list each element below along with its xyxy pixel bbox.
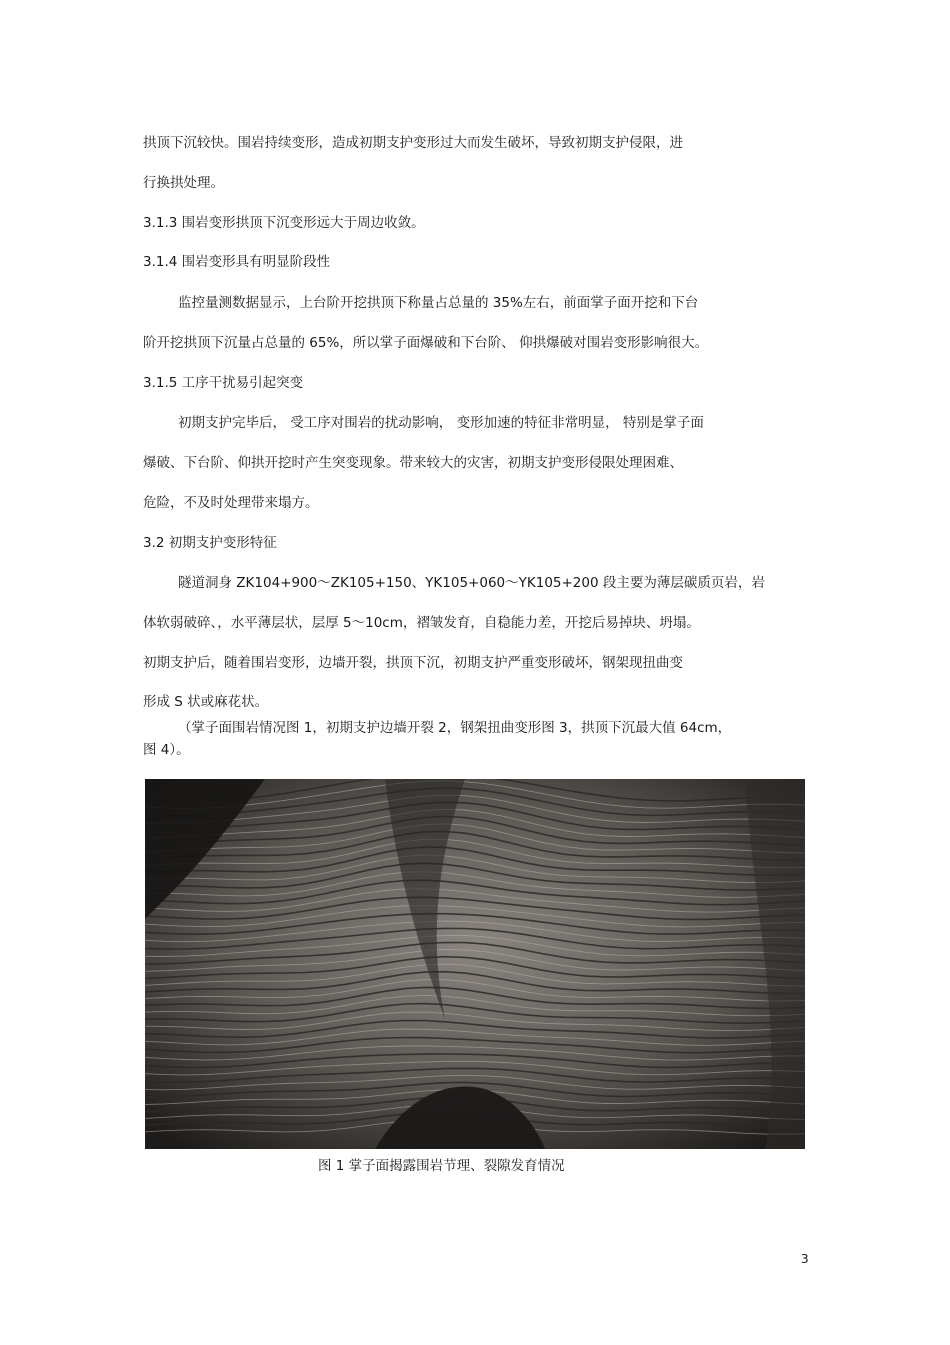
paragraph-line: （掌子面围岩情况图 1，初期支护边墙开裂 2，钢架扭曲变形图 3，拱顶下沉最大值 64cm， — [178, 720, 732, 736]
section-heading-3-1-5: 3.1.5 工序干扰易引起突变 — [143, 375, 304, 391]
paragraph-line: 行换拱处理。 — [143, 175, 224, 191]
section-heading-3-2: 3.2 初期支护变形特征 — [143, 535, 277, 551]
paragraph-line: 监控量测数据显示，上台阶开挖拱顶下称量占总量的 35%左右，前面掌子面开挖和下台 — [178, 295, 699, 311]
paragraph-line: 图 4）。 — [143, 742, 190, 758]
paragraph-line: 体软弱破碎、，水平薄层状，层厚 5～10cm，褶皱发育，自稳能力差，开挖后易掉块、坍塌。 — [143, 615, 700, 631]
figure-caption: 图 1 掌子面揭露围岩节理、裂隙发育情况 — [318, 1158, 565, 1174]
page-number: 3 — [801, 1252, 809, 1266]
tunnel-face-rock-photo — [145, 779, 805, 1149]
paragraph-line: 初期支护完毕后， 受工序对围岩的扰动影响， 变形加速的特征非常明显， 特别是掌子面 — [178, 415, 704, 431]
paragraph-line: 初期支护后，随着围岩变形，边墙开裂，拱顶下沉，初期支护严重变形破坏，钢架现扭曲变 — [143, 655, 683, 671]
paragraph-line: 拱顶下沉较快。围岩持续变形，造成初期支护变形过大而发生破坏，导致初期支护侵限，进 — [143, 135, 683, 151]
rock-strata-illustration — [145, 779, 805, 1149]
paragraph-line: 危险，不及时处理带来塌方。 — [143, 495, 319, 511]
paragraph-line: 隧道洞身 ZK104+900～ZK105+150、YK105+060～YK105+200 段主要为薄层碳质页岩，岩 — [178, 575, 765, 591]
section-heading-3-1-3: 3.1.3 围岩变形拱顶下沉变形远大于周边收敛。 — [143, 215, 425, 231]
paragraph-line: 形成 S 状或麻花状。 — [143, 694, 269, 710]
paragraph-line: 爆破、下台阶、仰拱开挖时产生突变现象。带来较大的灾害，初期支护变形侵限处理困难、 — [143, 455, 683, 471]
paragraph-line: 阶开挖拱顶下沉量占总量的 65%，所以掌子面爆破和下台阶、 仰拱爆破对围岩变形影响很大。 — [143, 335, 709, 351]
section-heading-3-1-4: 3.1.4 围岩变形具有明显阶段性 — [143, 254, 331, 270]
